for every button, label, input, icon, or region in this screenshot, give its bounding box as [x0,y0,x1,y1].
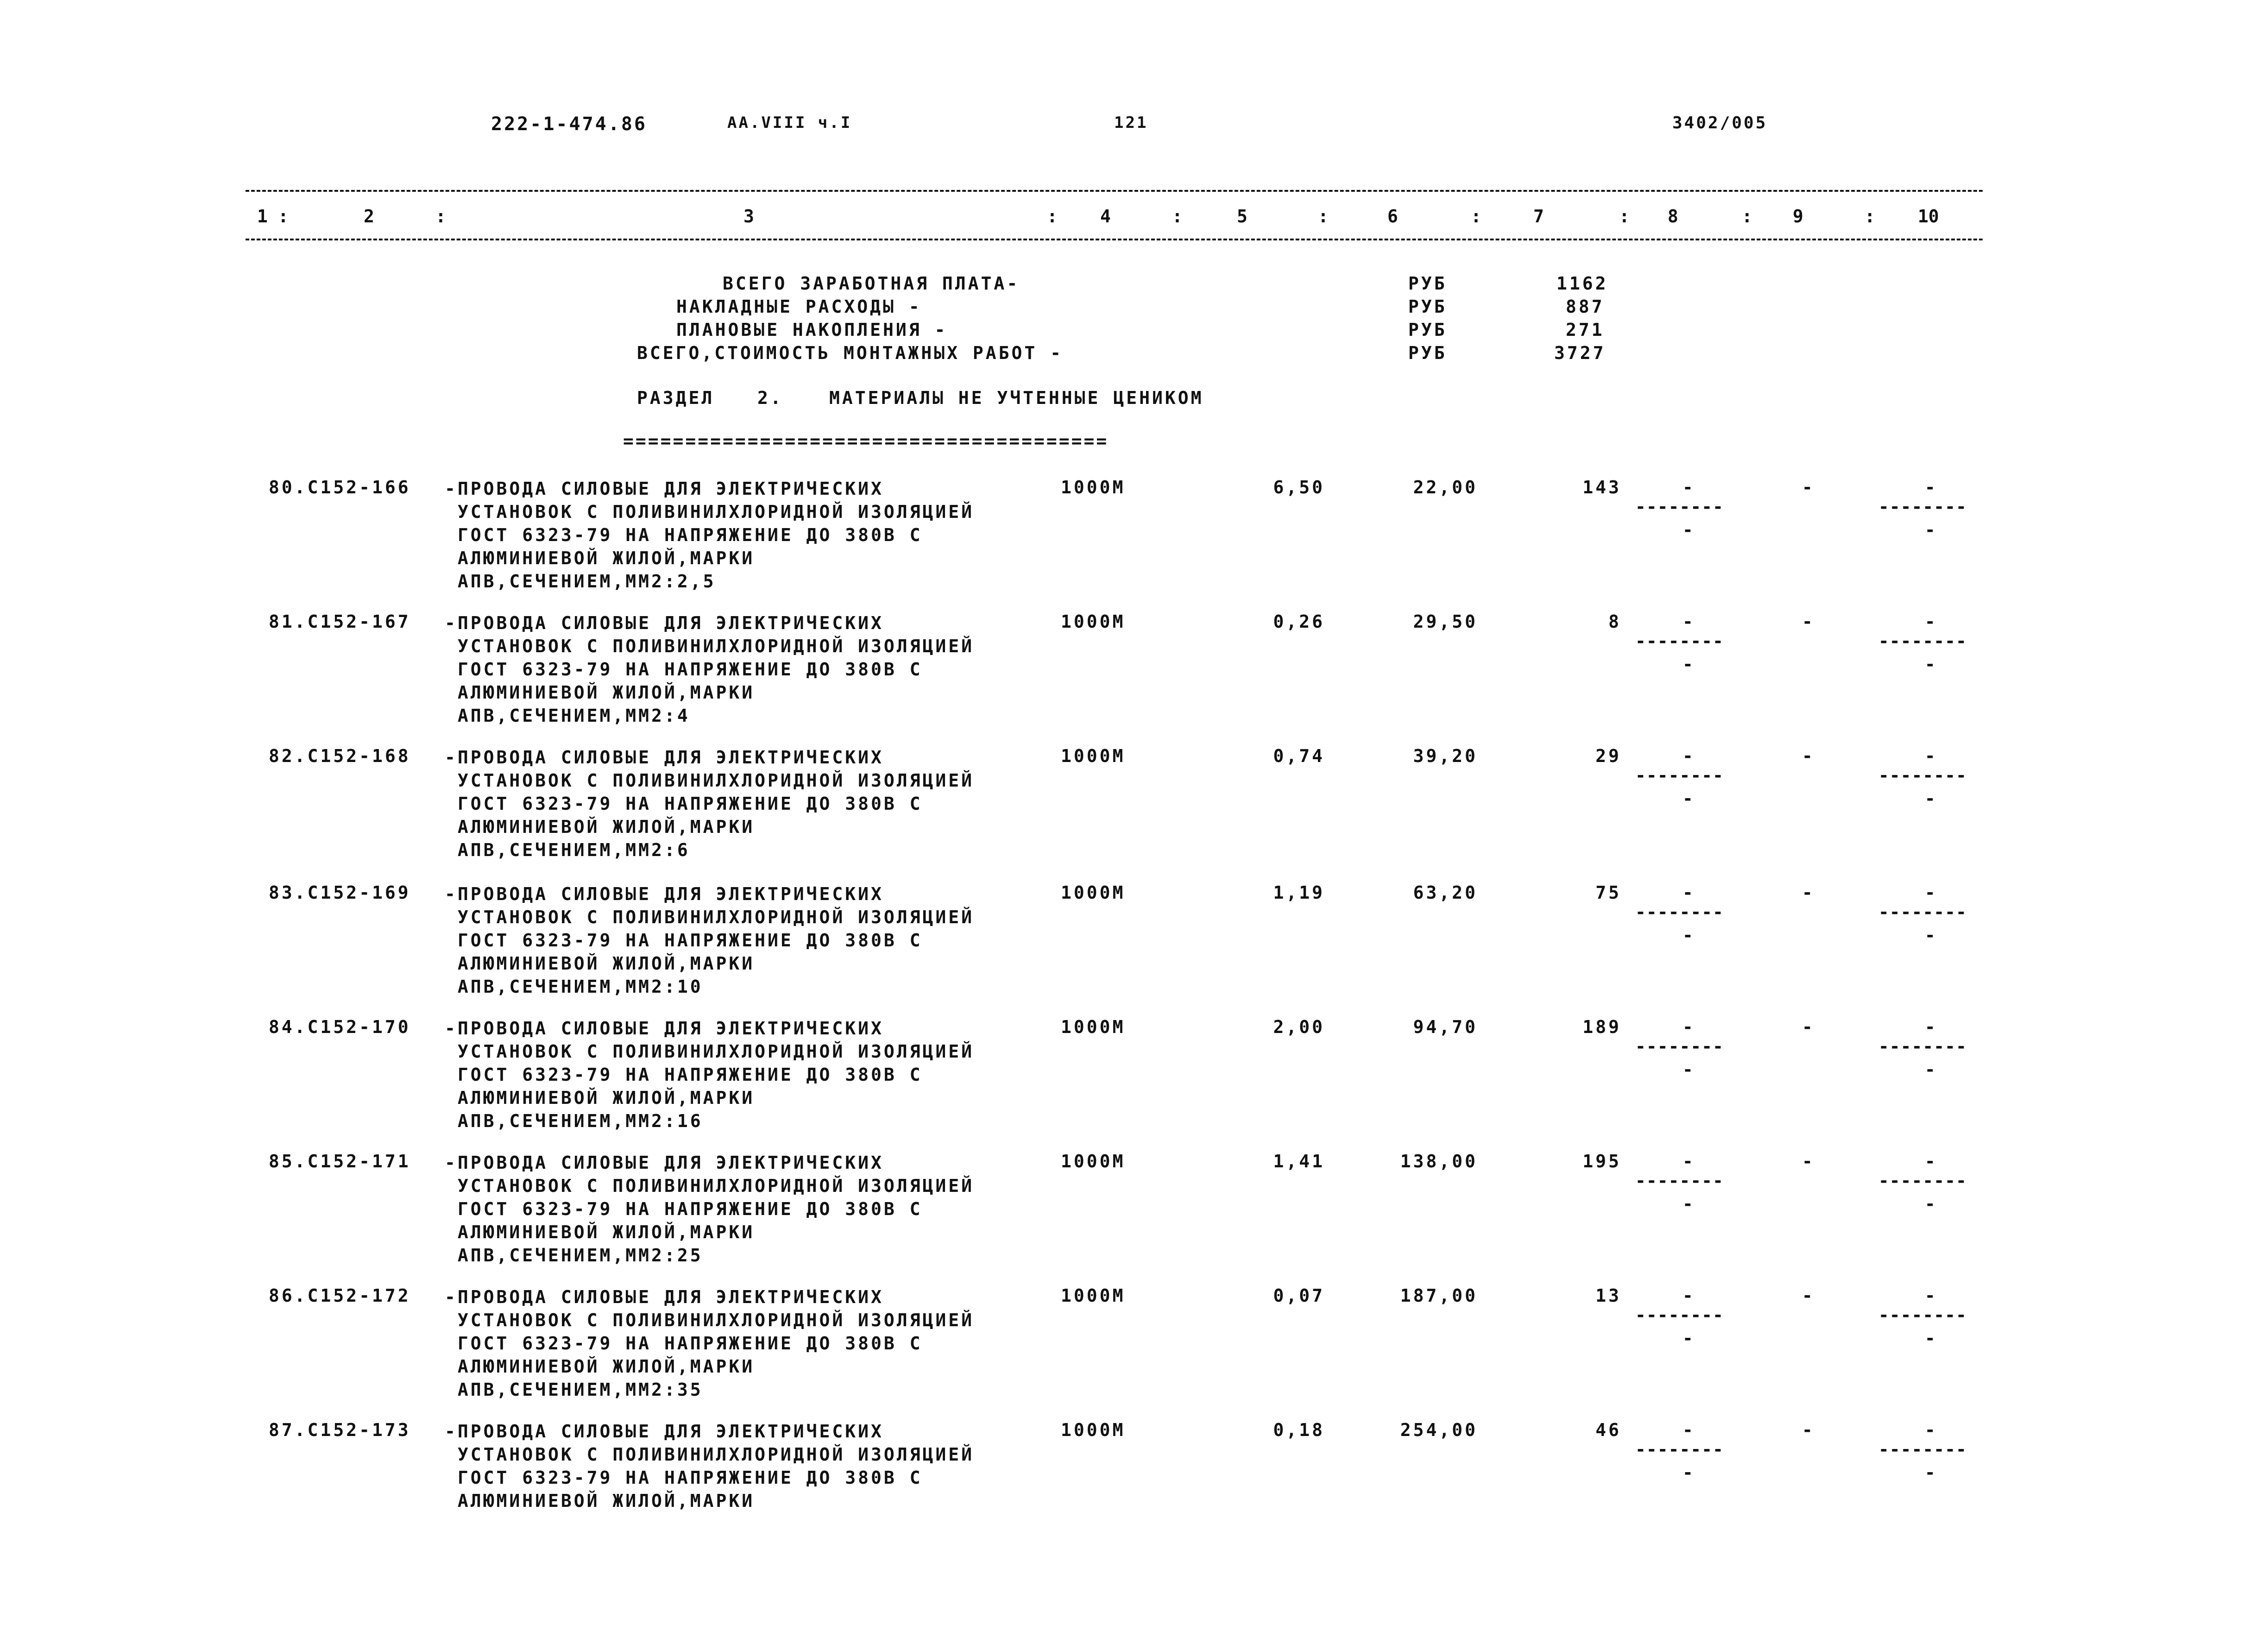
col10-dash: - [1925,1151,1938,1172]
col-separator: : [435,206,446,227]
summary-label: ПЛАНОВЫЕ НАКОПЛЕНИЯ - [676,320,948,340]
col10-dash: - [1925,788,1938,809]
item-total: 195 [1582,1151,1621,1172]
col10-dash: - [1925,1462,1938,1483]
list-item [0,882,2268,1017]
item-quantity: 1,19 [1273,882,1325,903]
col-num: 8 [1668,206,1678,227]
item-unit: 1000М [1061,746,1126,766]
col10-dash-line: -------- [1878,1439,1967,1460]
list-item [0,611,2268,746]
item-description: -ПРОВОДА СИЛОВЫЕ ДЛЯ ЭЛЕКТРИЧЕСКИХ УСТАНОВОК С ПОЛИВИНИЛХЛОРИДНОЙ ИЗОЛЯЦИЕЙ ГОСТ 6323-79 НА НАПРЯЖЕНИЕ ДО 380В С АЛЮМИНИЕВОЙ ЖИЛОЙ,МАРКИ АПВ,СЕЧЕНИЕМ,ММ2:35 [445,1287,975,1400]
col9-dash: - [1802,1151,1815,1172]
item-quantity: 0,07 [1273,1285,1325,1306]
item-description: -ПРОВОДА СИЛОВЫЕ ДЛЯ ЭЛЕКТРИЧЕСКИХ УСТАНОВОК С ПОЛИВИНИЛХЛОРИДНОЙ ИЗОЛЯЦИЕЙ ГОСТ 6323-79 НА НАПРЯЖЕНИЕ ДО 380В С АЛЮМИНИЕВОЙ ЖИЛОЙ,МАРКИ АПВ,СЕЧЕНИЕМ,ММ2:25 [445,1153,975,1266]
summary-unit: РУБ [1408,343,1447,363]
col8-dash: - [1682,1420,1695,1440]
summary-unit: РУБ [1408,296,1447,317]
col10-dash-line: -------- [1878,765,1967,786]
col-separator: : [1172,206,1183,227]
summary-unit: РУБ [1408,273,1447,294]
section-label: РАЗДЕЛ [637,388,715,408]
item-description: -ПРОВОДА СИЛОВЫЕ ДЛЯ ЭЛЕКТРИЧЕСКИХ УСТАНОВОК С ПОЛИВИНИЛХЛОРИДНОЙ ИЗОЛЯЦИЕЙ ГОСТ 6323-79 НА НАПРЯЖЕНИЕ ДО 380В С АЛЮМИНИЕВОЙ ЖИЛОЙ,МАРКИ АПВ,СЕЧЕНИЕМ,ММ2:4 [445,613,975,726]
col8-dash-line: -------- [1635,497,1724,517]
item-total: 189 [1582,1017,1621,1037]
col9-dash: - [1802,1017,1815,1037]
item-quantity: 1,41 [1273,1151,1325,1172]
col-num: 7 [1533,206,1544,227]
col8-dash: - [1682,654,1695,674]
item-code: 81.С152-167 [269,611,411,632]
summary-value: 1162 [1556,273,1608,294]
col8-dash: - [1682,1285,1695,1306]
doc-code: 222-1-474.86 [491,113,647,135]
col-separator: : [1318,206,1329,227]
col8-dash-line: -------- [1635,902,1724,922]
item-code: 85.С152-171 [269,1151,411,1172]
page-number: 121 [1114,113,1148,132]
col-num: 4 [1100,206,1111,227]
col8-dash-line: -------- [1635,1439,1724,1460]
col-num: 1 [257,206,268,227]
col10-dash-line: -------- [1878,631,1967,651]
col9-dash: - [1802,477,1815,498]
col10-dash: - [1925,1328,1938,1348]
list-item [0,1420,2268,1536]
item-code: 86.С152-172 [269,1285,411,1306]
col-num: 5 [1237,206,1247,227]
item-quantity: 0,74 [1273,746,1325,766]
item-code: 84.С152-170 [269,1017,411,1037]
section-number: 2. [757,388,783,408]
col-separator: : [1047,206,1058,227]
item-price: 39,20 [1413,746,1478,766]
col8-dash: - [1682,1151,1695,1172]
col10-dash: - [1925,1059,1938,1080]
item-code: 87.С152-173 [269,1420,411,1440]
col10-dash: - [1925,611,1938,632]
col10-dash: - [1925,1420,1938,1440]
summary-value: 271 [1566,320,1605,340]
col10-dash: - [1925,925,1938,945]
item-total: 75 [1595,882,1621,903]
item-description: -ПРОВОДА СИЛОВЫЕ ДЛЯ ЭЛЕКТРИЧЕСКИХ УСТАНОВОК С ПОЛИВИНИЛХЛОРИДНОЙ ИЗОЛЯЦИЕЙ ГОСТ 6323-79 НА НАПРЯЖЕНИЕ ДО 380В С АЛЮМИНИЕВОЙ ЖИЛОЙ,МАРКИ АПВ,СЕЧЕНИЕМ,ММ2:2,5 [445,479,975,592]
col10-dash: - [1925,477,1938,498]
col8-dash: - [1682,1462,1695,1483]
section-title: МАТЕРИАЛЫ НЕ УЧТЕННЫЕ ЦЕНИКОМ [829,388,1204,408]
col10-dash: - [1925,654,1938,674]
col10-dash: - [1925,1017,1938,1037]
col8-dash-line: -------- [1635,1305,1724,1325]
item-total: 143 [1582,477,1621,498]
col8-dash: - [1682,477,1695,498]
summary-unit: РУБ [1408,320,1447,340]
item-total: 8 [1608,611,1621,632]
summary-label: НАКЛАДНЫЕ РАСХОДЫ - [676,296,922,317]
list-item [0,1017,2268,1151]
col9-dash: - [1802,746,1815,766]
col-separator: : [278,206,289,227]
item-unit: 1000М [1061,1151,1126,1172]
col8-dash: - [1682,520,1695,540]
section-underline: ======================================= [623,431,1109,451]
col-separator: : [1619,206,1630,227]
col-num: 6 [1387,206,1398,227]
summary-label: ВСЕГО,СТОИМОСТЬ МОНТАЖНЫХ РАБОТ - [637,343,1063,363]
item-quantity: 0,26 [1273,611,1325,632]
col8-dash: - [1682,1328,1695,1348]
col8-dash: - [1682,882,1695,903]
col9-dash: - [1802,1420,1815,1440]
item-price: 187,00 [1400,1285,1478,1306]
col8-dash-line: -------- [1635,1171,1724,1191]
col-num: 3 [743,206,754,227]
item-unit: 1000М [1061,1420,1126,1440]
col-num: 10 [1918,206,1939,227]
col8-dash: - [1682,925,1695,945]
item-unit: 1000М [1061,611,1126,632]
col-num: 9 [1793,206,1803,227]
col10-dash: - [1925,1285,1938,1306]
item-unit: 1000М [1061,477,1126,498]
col10-dash: - [1925,746,1938,766]
list-item [0,746,2268,880]
item-quantity: 6,50 [1273,477,1325,498]
col9-dash: - [1802,1285,1815,1306]
summary-value: 3727 [1554,343,1606,363]
summary-value: 887 [1566,296,1605,317]
header-rule-top [246,190,1983,192]
col8-dash: - [1682,746,1695,766]
item-total: 29 [1595,746,1621,766]
header-rule-bottom [246,239,1983,240]
col10-dash-line: -------- [1878,1036,1967,1057]
summary-label: ВСЕГО ЗАРАБОТНАЯ ПЛАТА- [723,273,1020,294]
col10-dash-line: -------- [1878,497,1967,517]
item-description: -ПРОВОДА СИЛОВЫЕ ДЛЯ ЭЛЕКТРИЧЕСКИХ УСТАНОВОК С ПОЛИВИНИЛХЛОРИДНОЙ ИЗОЛЯЦИЕЙ ГОСТ 6323-79 НА НАПРЯЖЕНИЕ ДО 380В С АЛЮМИНИЕВОЙ ЖИЛОЙ,МАРКИ АПВ,СЕЧЕНИЕМ,ММ2:10 [445,884,975,997]
list-item [0,477,2268,611]
item-price: 63,20 [1413,882,1478,903]
item-price: 254,00 [1400,1420,1478,1440]
col8-dash-line: -------- [1635,1036,1724,1057]
col10-dash-line: -------- [1878,902,1967,922]
item-total: 46 [1595,1420,1621,1440]
col-separator: : [1865,206,1875,227]
col10-dash: - [1925,1194,1938,1214]
item-description: -ПРОВОДА СИЛОВЫЕ ДЛЯ ЭЛЕКТРИЧЕСКИХ УСТАНОВОК С ПОЛИВИНИЛХЛОРИДНОЙ ИЗОЛЯЦИЕЙ ГОСТ 6323-79 НА НАПРЯЖЕНИЕ ДО 380В С АЛЮМИНИЕВОЙ ЖИЛОЙ,МАРКИ АПВ,СЕЧЕНИЕМ,ММ2:6 [445,747,975,860]
col9-dash: - [1802,611,1815,632]
item-price: 22,00 [1413,477,1478,498]
album-ref: АА.VIII ч.I [727,113,852,132]
col-num: 2 [364,206,374,227]
col8-dash-line: -------- [1635,765,1724,786]
item-description: -ПРОВОДА СИЛОВЫЕ ДЛЯ ЭЛЕКТРИЧЕСКИХ УСТАНОВОК С ПОЛИВИНИЛХЛОРИДНОЙ ИЗОЛЯЦИЕЙ ГОСТ 6323-79 НА НАПРЯЖЕНИЕ ДО 380В С АЛЮМИНИЕВОЙ ЖИЛОЙ,МАРКИ АПВ,СЕЧЕНИЕМ,ММ2:16 [445,1018,975,1131]
item-price: 138,00 [1400,1151,1478,1172]
col8-dash: - [1682,1017,1695,1037]
item-quantity: 0,18 [1273,1420,1325,1440]
list-item [0,1285,2268,1420]
item-quantity: 2,00 [1273,1017,1325,1037]
item-unit: 1000М [1061,1017,1126,1037]
col8-dash: - [1682,1059,1695,1080]
item-total: 13 [1595,1285,1621,1306]
col8-dash: - [1682,788,1695,809]
item-price: 29,50 [1413,611,1478,632]
item-unit: 1000М [1061,1285,1126,1306]
col9-dash: - [1802,882,1815,903]
col10-dash-line: -------- [1878,1171,1967,1191]
col8-dash: - [1682,611,1695,632]
col-separator: : [1742,206,1752,227]
col10-dash-line: -------- [1878,1305,1967,1325]
list-item [0,1151,2268,1285]
col10-dash: - [1925,520,1938,540]
item-price: 94,70 [1413,1017,1478,1037]
item-code: 80.С152-166 [269,477,411,498]
col8-dash: - [1682,1194,1695,1214]
col8-dash-line: -------- [1635,631,1724,651]
item-code: 82.С152-168 [269,746,411,766]
item-description: -ПРОВОДА СИЛОВЫЕ ДЛЯ ЭЛЕКТРИЧЕСКИХ УСТАНОВОК С ПОЛИВИНИЛХЛОРИДНОЙ ИЗОЛЯЦИЕЙ ГОСТ 6323-79 НА НАПРЯЖЕНИЕ ДО 380В С АЛЮМИНИЕВОЙ ЖИЛОЙ,МАРКИ [445,1421,975,1511]
item-code: 83.С152-169 [269,882,411,903]
sheet-ref: 3402/005 [1672,113,1768,132]
item-unit: 1000М [1061,882,1126,903]
col10-dash: - [1925,882,1938,903]
col-separator: : [1471,206,1481,227]
